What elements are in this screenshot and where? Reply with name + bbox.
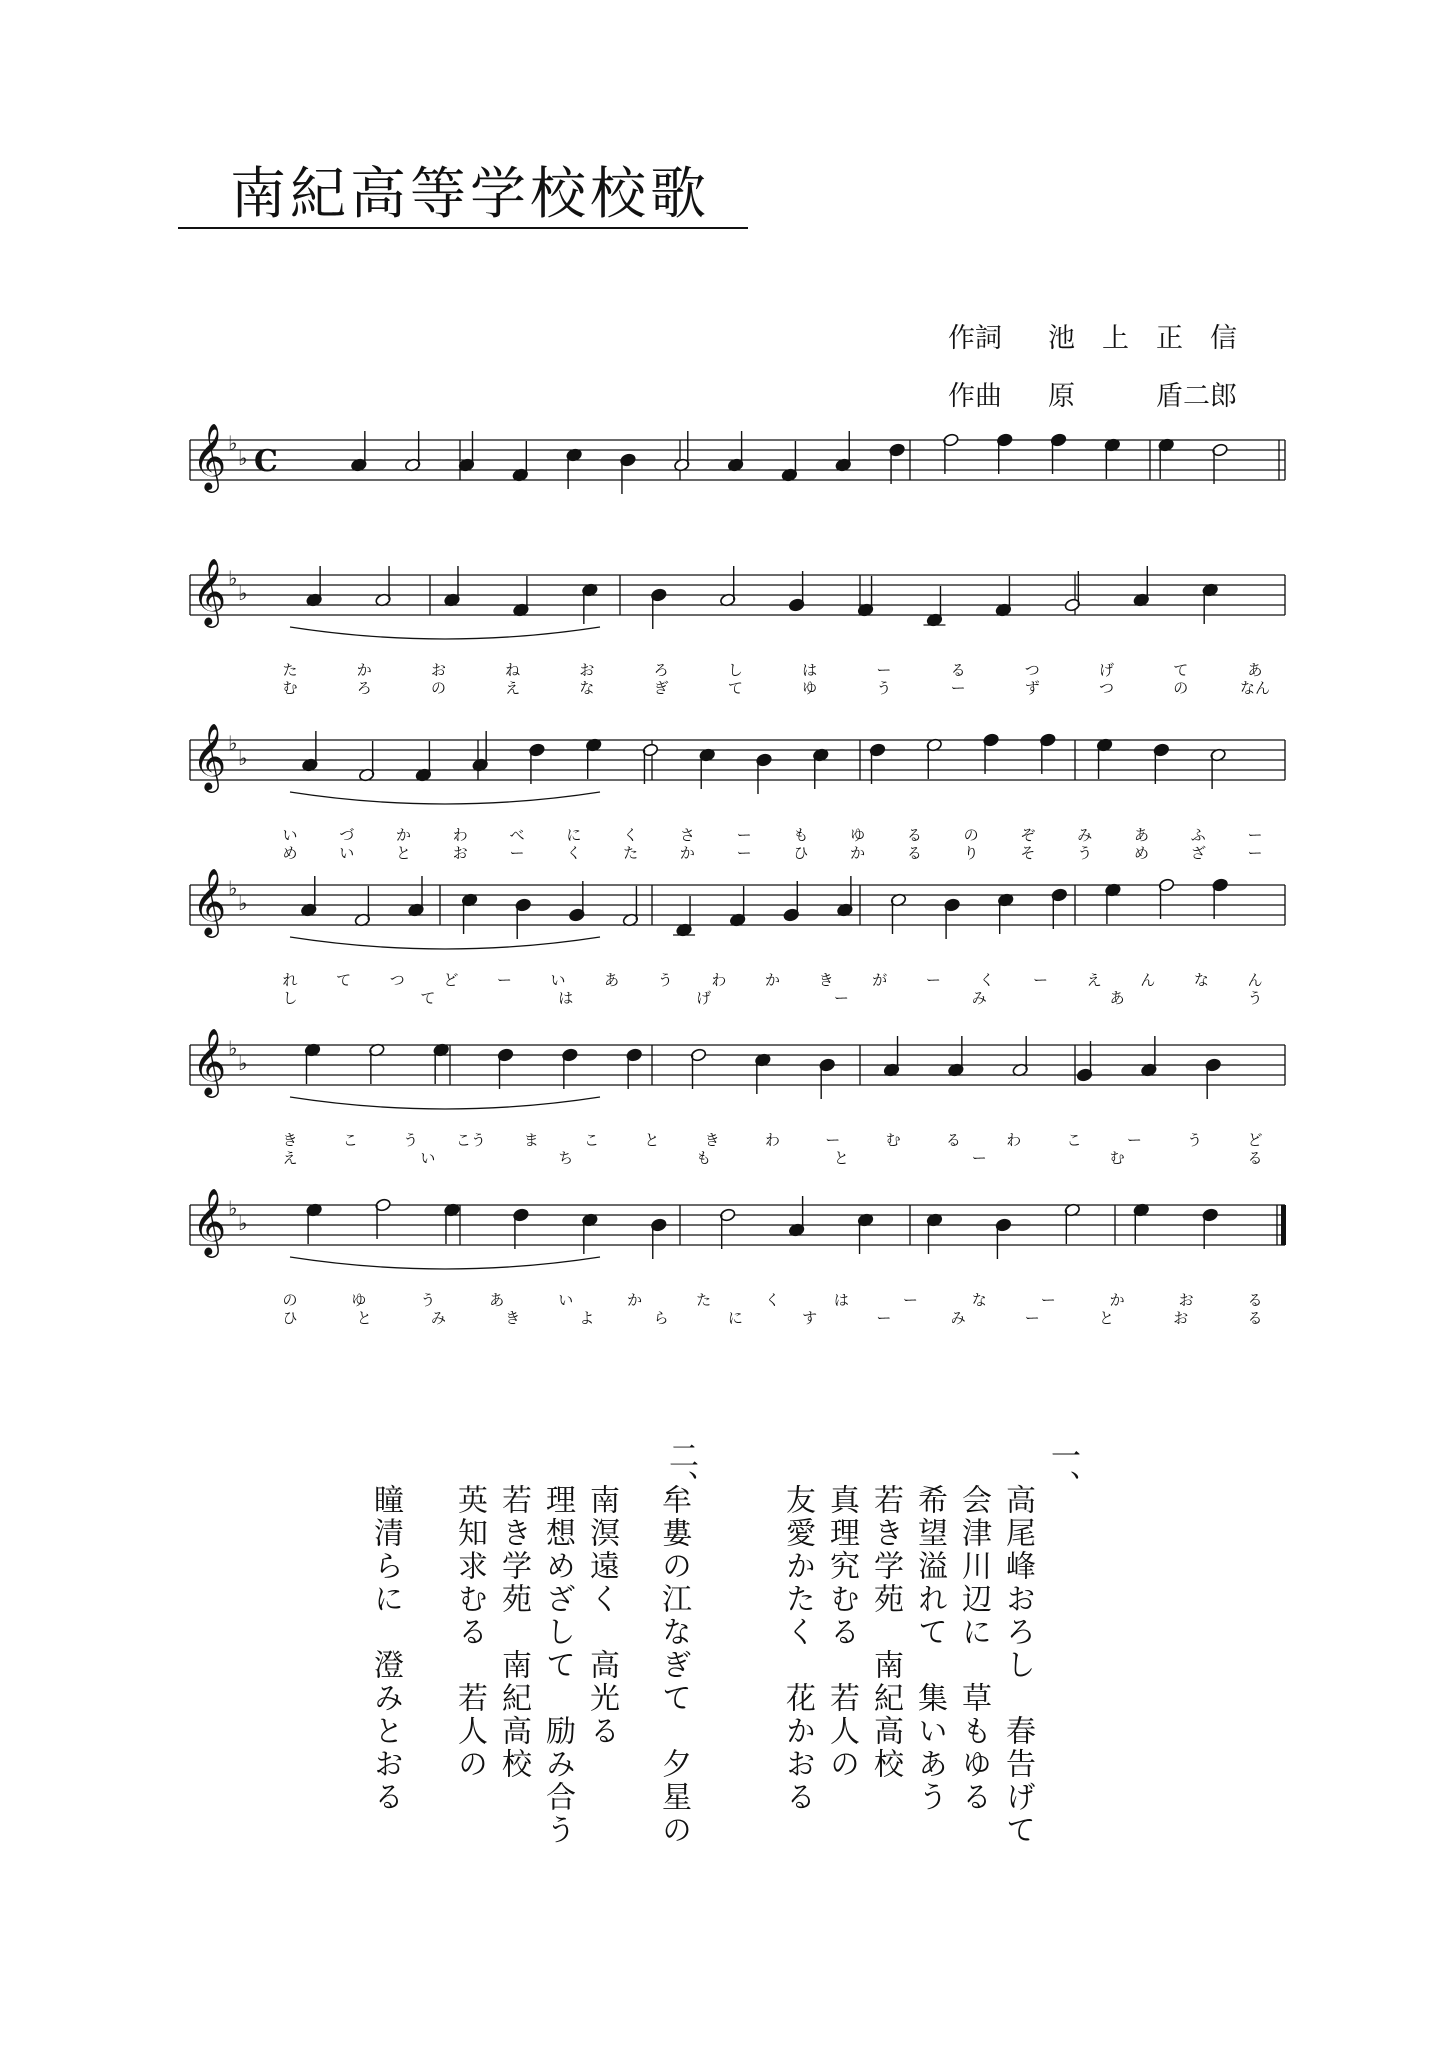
lyric-syllable: め — [282, 844, 298, 862]
lyric-syllable: み — [971, 989, 987, 1007]
lyric-syllable: こ — [1066, 1131, 1082, 1149]
lyric-syllable: た — [696, 1291, 712, 1309]
lyric-syllable: こう — [455, 1131, 486, 1149]
lyric-syllable: え — [282, 1149, 298, 1167]
lyric-syllable: く — [566, 844, 582, 862]
lyric-syllable: て — [420, 989, 436, 1007]
slur — [290, 792, 600, 804]
lyric-syllable: と — [356, 1309, 372, 1327]
lyric-syllable: て — [336, 971, 352, 989]
verse-2-number: 二、 — [663, 1440, 698, 1500]
verse-1-number: 一、 — [1045, 1440, 1080, 1500]
lyric-syllable: に — [566, 826, 582, 844]
lyric-syllable: お — [1173, 1309, 1189, 1327]
slur — [290, 627, 600, 639]
lyric-syllable: く — [764, 1291, 781, 1309]
lyric-syllable: る — [945, 1131, 961, 1149]
lyric-syllable: る — [906, 826, 922, 844]
lyric-syllable: り — [963, 844, 979, 862]
lyric-syllable: お — [1178, 1291, 1194, 1309]
lyric-syllable: み — [430, 1309, 446, 1327]
slur — [290, 1097, 600, 1109]
lyric-syllable: ひ — [793, 844, 809, 862]
lyric-syllable: ー — [902, 1291, 918, 1309]
lyric-syllable: き — [704, 1131, 720, 1149]
lyric-syllable: ー — [1247, 844, 1263, 862]
treble-clef-icon: 𝄞 — [192, 557, 227, 625]
verse-2-line: 理想めざして 励み合う — [540, 1484, 575, 1847]
lyric-syllable: ー — [971, 1149, 987, 1167]
lyric-syllable: の — [1173, 679, 1189, 697]
verse-2-line: 南溟遠く 高光る — [584, 1484, 619, 1748]
verse-2-line: 英知求むる 若人の — [452, 1484, 487, 1781]
lyric-syllable: と — [644, 1131, 660, 1149]
lyric-syllable: が — [872, 971, 888, 989]
lyric-syllable: ま — [523, 1131, 539, 1149]
lyric-syllable: なん — [1239, 679, 1271, 697]
lyric-syllable: こ — [584, 1131, 600, 1149]
lyric-syllable: と — [833, 1149, 849, 1167]
lyric-syllable: る — [1247, 1149, 1263, 1167]
lyric-syllable: う — [1187, 1131, 1203, 1149]
lyric-syllable: あ — [489, 1291, 505, 1309]
lyric-syllable: え — [1086, 971, 1102, 989]
lyric-syllable: さ — [679, 826, 695, 844]
lyric-syllable: ろ — [356, 679, 372, 697]
lyric-syllable: る — [906, 844, 922, 862]
verse-1-line: 友愛かたく 花かおる — [780, 1484, 815, 1814]
lyric-syllable: あ — [1247, 661, 1263, 679]
lyric-syllable: う — [1247, 989, 1263, 1007]
lyric-syllable: も — [696, 1149, 712, 1167]
lyric-syllable: ぎ — [653, 679, 669, 697]
verse-1-line: 真理究むる 若人の — [824, 1484, 859, 1781]
flat-icon: ♭ — [228, 431, 238, 455]
lyric-syllable: そ — [1020, 844, 1036, 862]
lyric-syllable: ー — [1126, 1131, 1142, 1149]
lyric-syllable: ー — [509, 844, 525, 862]
lyric-syllable: ー — [876, 1309, 892, 1327]
lyric-syllable: え — [505, 679, 521, 697]
lyric-syllable: ち — [558, 1149, 574, 1167]
lyric-syllable: た — [282, 661, 298, 679]
lyric-syllable: れ — [282, 971, 298, 989]
lyric-syllable: な — [1193, 971, 1209, 989]
lyric-syllable: ひ — [282, 1309, 298, 1327]
lyric-syllable: こ — [342, 1131, 358, 1149]
lyric-syllable: い — [550, 971, 566, 989]
lyric-syllable: ー — [736, 826, 752, 844]
lyric-syllable: ず — [1024, 679, 1040, 697]
slur — [290, 1257, 600, 1269]
lyric-syllable: み — [950, 1309, 966, 1327]
flat-icon: ♭ — [238, 891, 248, 915]
flat-icon: ♭ — [238, 1211, 248, 1235]
lyric-syllable: す — [802, 1309, 818, 1327]
treble-clef-icon: 𝄞 — [192, 722, 227, 790]
composer-role: 作曲 — [948, 381, 1002, 412]
slur — [290, 937, 600, 949]
lyric-syllable: に — [727, 1309, 743, 1327]
treble-clef-icon: 𝄞 — [192, 422, 227, 490]
lyric-syllable: る — [1247, 1291, 1263, 1309]
lyric-syllable: わ — [1006, 1131, 1022, 1149]
lyric-syllable: お — [452, 844, 468, 862]
lyric-syllable: ざ — [1190, 844, 1206, 862]
lyric-syllable: よ — [579, 1309, 595, 1327]
lyric-syllable: つ — [1024, 661, 1040, 679]
lyric-syllable: げ — [1099, 661, 1115, 679]
lyric-syllable: は — [558, 989, 574, 1007]
lyric-syllable: と — [396, 844, 412, 862]
lyric-syllable: ー — [950, 679, 966, 697]
lyric-syllable: ど — [443, 971, 459, 989]
lyric-syllable: わ — [764, 1131, 781, 1149]
lyric-syllable: げ — [696, 989, 712, 1007]
lyric-syllable: わ — [711, 971, 727, 989]
lyric-syllable: と — [1099, 1309, 1115, 1327]
lyric-syllable: ど — [1247, 1131, 1263, 1149]
lyric-syllable: る — [1247, 1309, 1263, 1327]
verse-1-line: 若き学苑 南紀高校 — [868, 1484, 903, 1781]
lyric-syllable: わ — [452, 826, 468, 844]
lyric-syllable: き — [505, 1309, 521, 1327]
flat-icon: ♭ — [228, 566, 238, 590]
lyric-syllable: は — [833, 1291, 849, 1309]
lyric-syllable: る — [950, 661, 966, 679]
lyric-syllable: た — [623, 844, 639, 862]
lyric-syllable: か — [396, 826, 412, 844]
lyric-syllable: あ — [1133, 826, 1149, 844]
flat-icon: ♭ — [228, 876, 238, 900]
verse-1-line: 高尾峰おろし 春告げて — [1000, 1484, 1035, 1847]
lyric-syllable: ぞ — [1020, 826, 1036, 844]
treble-clef-icon: 𝄞 — [192, 867, 227, 935]
time-signature: C — [254, 444, 278, 479]
lyric-syllable: ー — [496, 971, 512, 989]
verse-1-line: 会津川辺に 草もゆる — [956, 1484, 991, 1814]
verse-2-line: 瞳清らに 澄みとおる — [368, 1484, 403, 1814]
lyric-syllable: も — [793, 826, 809, 844]
lyric-syllable: あ — [1109, 989, 1125, 1007]
lyric-syllable: て — [1173, 661, 1189, 679]
verse-2-line: 牟婁の江なぎて 夕星の — [656, 1484, 691, 1847]
flat-icon: ♭ — [238, 446, 248, 470]
treble-clef-icon: 𝄞 — [192, 1027, 227, 1095]
lyric-syllable: ゆ — [802, 679, 818, 697]
flat-icon: ♭ — [238, 1051, 248, 1075]
lyric-syllable: ー — [925, 971, 941, 989]
lyric-syllable: う — [420, 1291, 436, 1309]
flat-icon: ♭ — [238, 581, 248, 605]
lyric-syllable: き — [282, 1131, 298, 1149]
lyric-syllable: ふ — [1190, 826, 1206, 844]
lyric-syllable: あ — [604, 971, 620, 989]
lyric-syllable: む — [282, 679, 298, 697]
lyric-syllable: ー — [833, 989, 849, 1007]
lyric-syllable: く — [979, 971, 995, 989]
lyricist-role: 作詞 — [948, 323, 1002, 354]
lyric-syllable: い — [420, 1149, 436, 1167]
flat-icon: ♭ — [238, 746, 248, 770]
lyric-syllable: づ — [339, 826, 355, 844]
lyric-syllable: ん — [1140, 971, 1156, 989]
flat-icon: ♭ — [228, 1036, 238, 1060]
lyric-syllable: ー — [1024, 1309, 1040, 1327]
lyric-syllable: き — [818, 971, 834, 989]
lyric-syllable: か — [764, 971, 781, 989]
verse-2-line: 若き学苑 南紀高校 — [496, 1484, 531, 1781]
lyric-syllable: ー — [736, 844, 752, 862]
lyric-syllable: ろ — [653, 661, 669, 679]
lyric-syllable: つ — [389, 971, 405, 989]
lyric-syllable: か — [679, 844, 695, 862]
lyric-syllable: う — [403, 1131, 419, 1149]
composer-name: 原 盾二郎 — [1048, 381, 1237, 412]
lyric-syllable: し — [727, 661, 743, 679]
final-bar-line — [1281, 1205, 1286, 1245]
lyric-syllable: ね — [505, 661, 521, 679]
lyric-syllable: か — [356, 661, 372, 679]
lyric-syllable: て — [727, 679, 743, 697]
lyric-syllable: の — [963, 826, 979, 844]
lyric-syllable: ゆ — [850, 826, 866, 844]
lyric-syllable: か — [1109, 1291, 1125, 1309]
lyric-syllable: し — [282, 989, 298, 1007]
lyric-syllable: か — [850, 844, 866, 862]
lyric-syllable: う — [657, 971, 673, 989]
lyric-syllable: お — [579, 661, 595, 679]
flat-icon: ♭ — [228, 1196, 238, 1220]
lyric-syllable: の — [430, 679, 446, 697]
lyric-syllable: い — [339, 844, 355, 862]
lyric-syllable: か — [627, 1291, 643, 1309]
lyric-syllable: は — [802, 661, 818, 679]
lyric-syllable: ー — [1247, 826, 1263, 844]
lyric-syllable: ん — [1247, 971, 1263, 989]
lyric-syllable: べ — [509, 826, 525, 844]
lyric-syllable: め — [1133, 844, 1149, 862]
lyric-syllable: ー — [876, 661, 892, 679]
lyric-syllable: む — [1109, 1149, 1125, 1167]
lyric-syllable: う — [1077, 844, 1093, 862]
lyric-syllable: お — [430, 661, 446, 679]
lyric-syllable: つ — [1099, 679, 1115, 697]
page-title: 南紀高等学校校歌 — [230, 162, 710, 227]
lyric-syllable: む — [885, 1131, 901, 1149]
flat-icon: ♭ — [228, 731, 238, 755]
lyric-syllable: な — [579, 679, 595, 697]
lyrics-block — [340, 1440, 1100, 1860]
lyric-syllable: い — [282, 826, 298, 844]
lyric-syllable: み — [1077, 826, 1093, 844]
lyric-syllable: ら — [653, 1309, 669, 1327]
lyric-syllable: く — [623, 826, 639, 844]
lyric-syllable: ー — [1040, 1291, 1056, 1309]
lyric-syllable: ー — [825, 1131, 841, 1149]
lyric-syllable: ー — [1033, 971, 1049, 989]
lyric-syllable: い — [558, 1291, 574, 1309]
lyric-syllable: う — [876, 679, 892, 697]
lyricist-name: 池 上 正 信 — [1048, 323, 1237, 354]
treble-clef-icon: 𝄞 — [192, 1187, 227, 1255]
lyric-syllable: な — [971, 1291, 987, 1309]
lyric-syllable: ゆ — [351, 1291, 367, 1309]
lyric-syllable: の — [282, 1291, 298, 1309]
verse-1-line: 希望溢れて 集いあう — [912, 1484, 947, 1814]
